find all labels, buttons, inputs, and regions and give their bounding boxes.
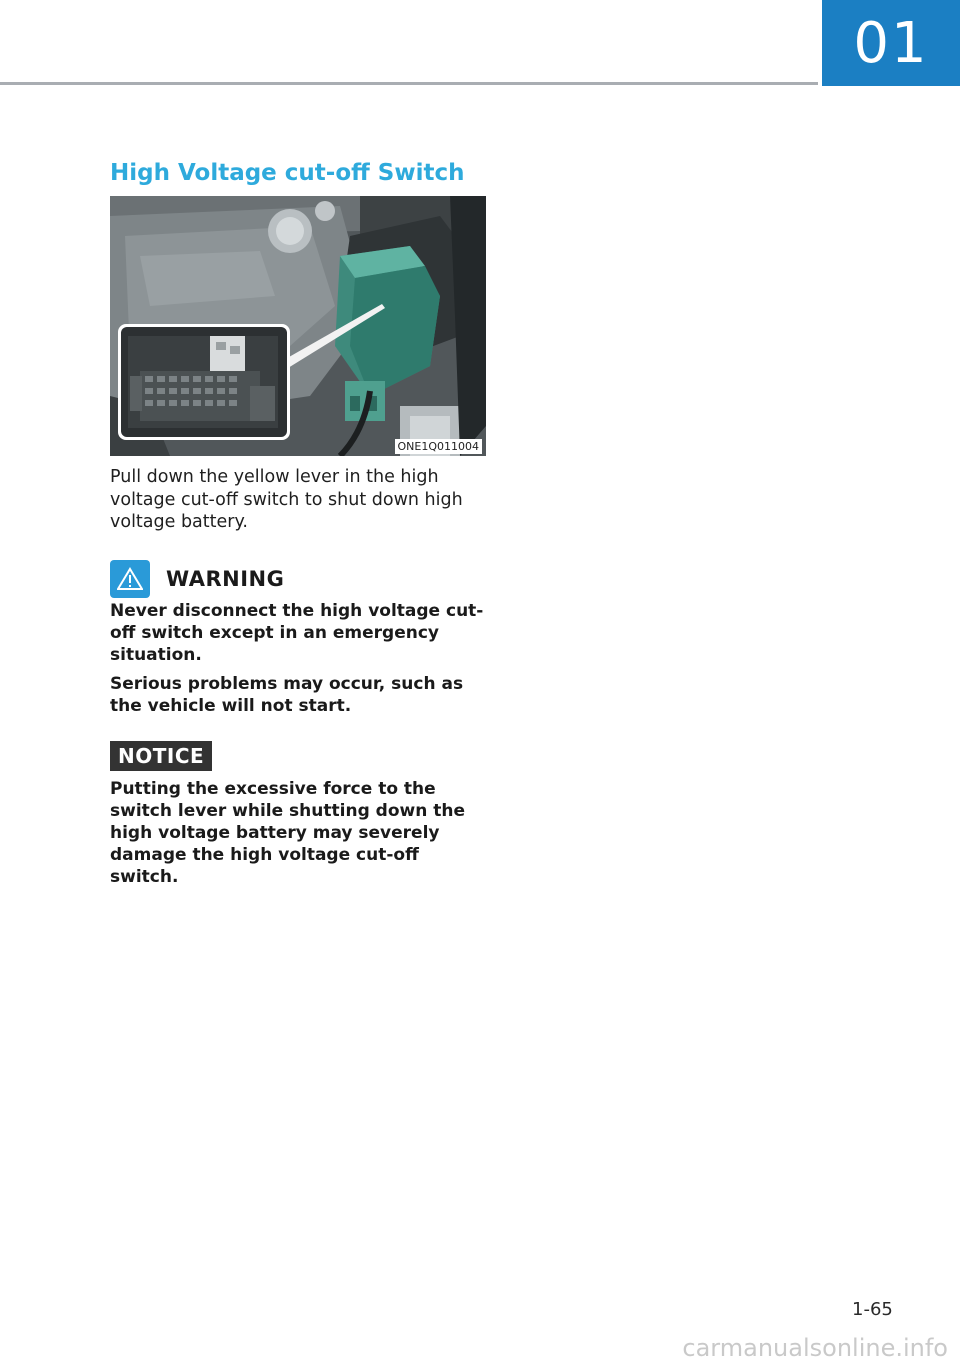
page-number: 1-65: [852, 1299, 893, 1320]
figure-engine-bay: [110, 196, 486, 456]
warning-text-1: Never disconnect the high voltage cut-off switch except in an emergency situation.: [110, 601, 484, 665]
notice-badge: NOTICE: [110, 741, 212, 771]
chapter-tab: [822, 0, 960, 86]
engine-bay-illustration: [110, 196, 486, 456]
warning-text-2: Serious problems may occur, such as the vehicle will not start.: [110, 674, 464, 716]
watermark[interactable]: carmanualsonline.info: [682, 1334, 948, 1362]
warning-label: WARNING: [166, 567, 285, 591]
warning-icon: [110, 560, 150, 598]
top-rule: [0, 82, 818, 85]
notice-text: Putting the excessive force to the switch lever while shutting down the high voltage battery may severely damage the high voltage cut-off switch.: [110, 779, 465, 887]
figure-code: ONE1Q011004: [395, 439, 483, 454]
warning-header: [110, 560, 284, 598]
section-title: High Voltage cut-off Switch: [110, 160, 465, 186]
chapter-number: 01: [853, 10, 929, 76]
body-paragraph: Pull down the yellow lever in the high voltage cut-off switch to shut down high voltage battery.: [110, 467, 463, 532]
